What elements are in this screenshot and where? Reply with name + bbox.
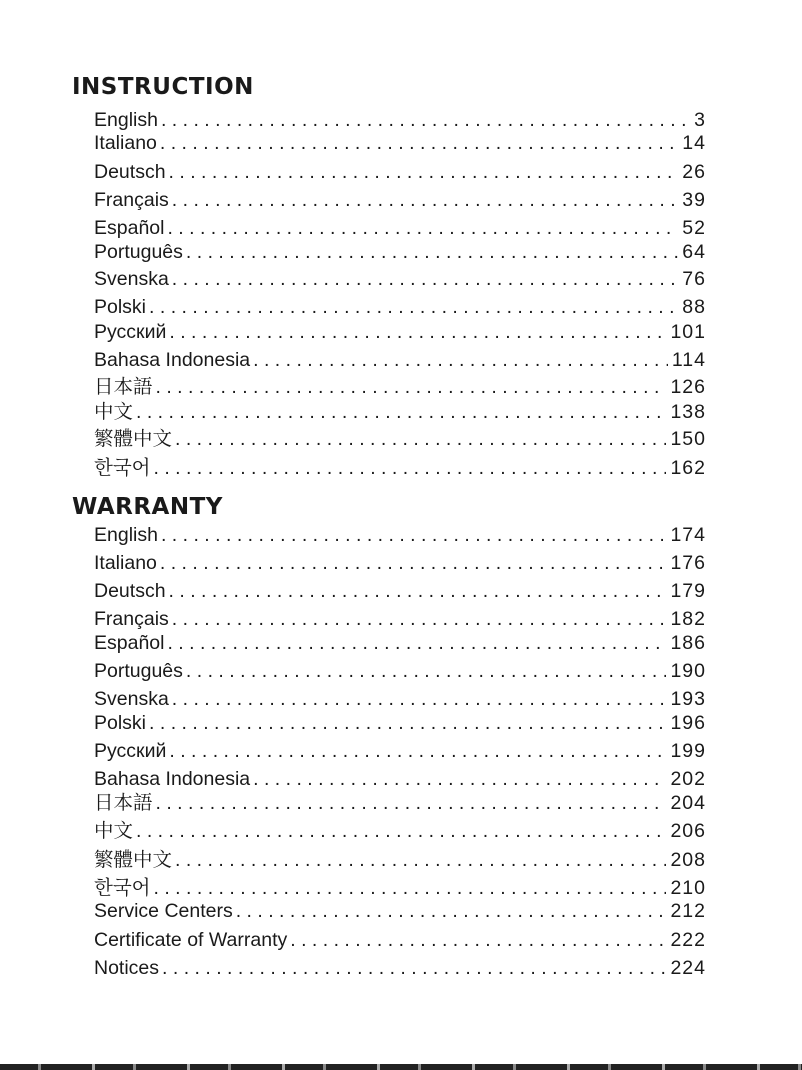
toc-entry [94,877,706,899]
toc-entry [94,552,706,574]
toc-entry-label: Polski [94,296,147,318]
toc-entry [94,524,706,546]
toc-entry-page-number: 210 [670,877,706,899]
toc-entry-label: Italiano [94,132,157,154]
toc-entry-label: Español [94,632,165,654]
toc-entry [94,161,706,183]
toc-entry [94,792,706,814]
toc-dot-leader [169,580,667,602]
toc-dot-leader [160,132,678,154]
toc-entry-label: Français [94,189,169,211]
toc-dot-leader [156,376,667,398]
toc-entry-page-number: 176 [670,552,706,574]
toc-dot-leader [175,428,666,450]
toc-entry-page-number: 212 [670,900,706,922]
toc-entry-label: Service Centers [94,900,233,922]
toc-dot-leader [236,900,667,922]
page-bottom-border [0,1064,802,1070]
toc-entry-page-number: 196 [670,712,706,734]
toc-dot-leader [172,688,667,710]
toc-entry-page-number: 208 [670,849,706,871]
toc-entry [94,349,706,371]
toc-entry-page-number: 202 [670,768,706,790]
toc-entry [94,132,706,154]
toc-entry-page-number: 206 [670,820,706,842]
toc-entry-label: Svenska [94,688,169,710]
toc-dot-leader [290,929,666,951]
toc-entry-label: English [94,524,158,546]
toc-entry-page-number: 199 [670,740,706,762]
toc-entry-label: Русский [94,740,167,762]
toc-entry-page-number: 14 [682,132,706,154]
toc-entry [94,900,706,922]
toc-dot-leader [169,740,666,762]
toc-entry [94,376,706,398]
toc-entry-label: Svenska [94,268,169,290]
toc-entry-label: Italiano [94,552,157,574]
toc-entry-label: 繁體中文 [94,849,173,871]
toc-entry-label: Русский [94,321,167,343]
toc-entry-label: Português [94,241,183,263]
toc-entry-page-number: 114 [671,349,706,371]
toc-dot-leader [169,321,666,343]
toc-entry-page-number: 26 [682,161,706,183]
toc-dot-leader [156,792,667,814]
toc-dot-leader [161,109,690,131]
toc-dot-leader [186,241,678,263]
toc-entry [94,189,706,211]
toc-dot-leader [253,349,668,371]
toc-entry-page-number: 222 [670,929,706,951]
toc-entry-label: Certificate of Warranty [94,929,288,951]
toc-entry-page-number: 138 [670,401,706,423]
toc-entry [94,321,706,343]
toc-dot-leader [149,296,678,318]
toc-dot-leader [186,660,667,682]
toc-entry [94,929,706,951]
toc-entry [94,660,706,682]
toc-entry-page-number: 162 [670,457,706,479]
toc-dot-leader [167,217,678,239]
toc-entry-label: Bahasa Indonesia [94,349,251,371]
toc-dot-leader [154,457,667,479]
toc-dot-leader [172,189,679,211]
toc-entry [94,241,706,263]
toc-entry [94,849,706,871]
toc-entry-page-number: 101 [670,321,706,343]
toc-dot-leader [136,401,666,423]
toc-dot-leader [169,161,679,183]
toc-entry [94,740,706,762]
toc-entry-label: Français [94,608,169,630]
instruction-section-title: INSTRUCTION [72,74,254,100]
toc-entry-label: 日本語 [94,792,153,814]
toc-dot-leader [161,524,666,546]
toc-dot-leader [136,820,666,842]
toc-entry [94,768,706,790]
toc-entry-label: Deutsch [94,161,166,183]
toc-entry-label: Polski [94,712,147,734]
toc-entry-page-number: 52 [682,217,706,239]
toc-entry [94,109,706,131]
toc-entry [94,580,706,602]
toc-dot-leader [253,768,666,790]
toc-entry-page-number: 150 [670,428,706,450]
toc-dot-leader [172,268,679,290]
toc-entry-label: Português [94,660,183,682]
toc-entry-label: Notices [94,957,160,979]
toc-entry [94,712,706,734]
toc-entry-label: 日本語 [94,376,153,398]
toc-entry-page-number: 3 [694,109,706,131]
toc-dot-leader [162,957,666,979]
toc-entry-label: 한국어 [94,877,151,899]
toc-entry [94,820,706,842]
toc-entry-page-number: 182 [670,608,706,630]
toc-entry-label: Deutsch [94,580,166,602]
toc-entry [94,688,706,710]
toc-entry-page-number: 193 [670,688,706,710]
toc-entry [94,632,706,654]
toc-entry [94,608,706,630]
toc-entry-page-number: 64 [682,241,706,263]
toc-entry-page-number: 186 [670,632,706,654]
toc-entry [94,457,706,479]
toc-entry-page-number: 88 [682,296,706,318]
toc-entry-label: 中文 [94,401,134,423]
toc-entry-page-number: 174 [670,524,706,546]
toc-entry-label: 繁體中文 [94,428,173,450]
toc-entry-page-number: 224 [670,957,706,979]
toc-dot-leader [149,712,666,734]
toc-entry [94,957,706,979]
toc-entry-page-number: 76 [682,268,706,290]
toc-dot-leader [167,632,666,654]
toc-entry-page-number: 39 [682,189,706,211]
toc-entry [94,428,706,450]
toc-dot-leader [154,877,667,899]
toc-dot-leader [175,849,666,871]
toc-entry-label: Bahasa Indonesia [94,768,251,790]
toc-entry-label: English [94,109,158,131]
toc-entry-label: Español [94,217,165,239]
toc-entry [94,217,706,239]
toc-entry [94,401,706,423]
toc-entry-page-number: 190 [670,660,706,682]
toc-entry-page-number: 126 [670,376,706,398]
warranty-section-title: WARRANTY [72,494,223,520]
toc-dot-leader [172,608,667,630]
toc-entry [94,296,706,318]
toc-entry-page-number: 179 [670,580,706,602]
toc-entry [94,268,706,290]
toc-entry-label: 한국어 [94,457,151,479]
toc-entry-page-number: 204 [670,792,706,814]
toc-entry-label: 中文 [94,820,134,842]
toc-dot-leader [160,552,667,574]
